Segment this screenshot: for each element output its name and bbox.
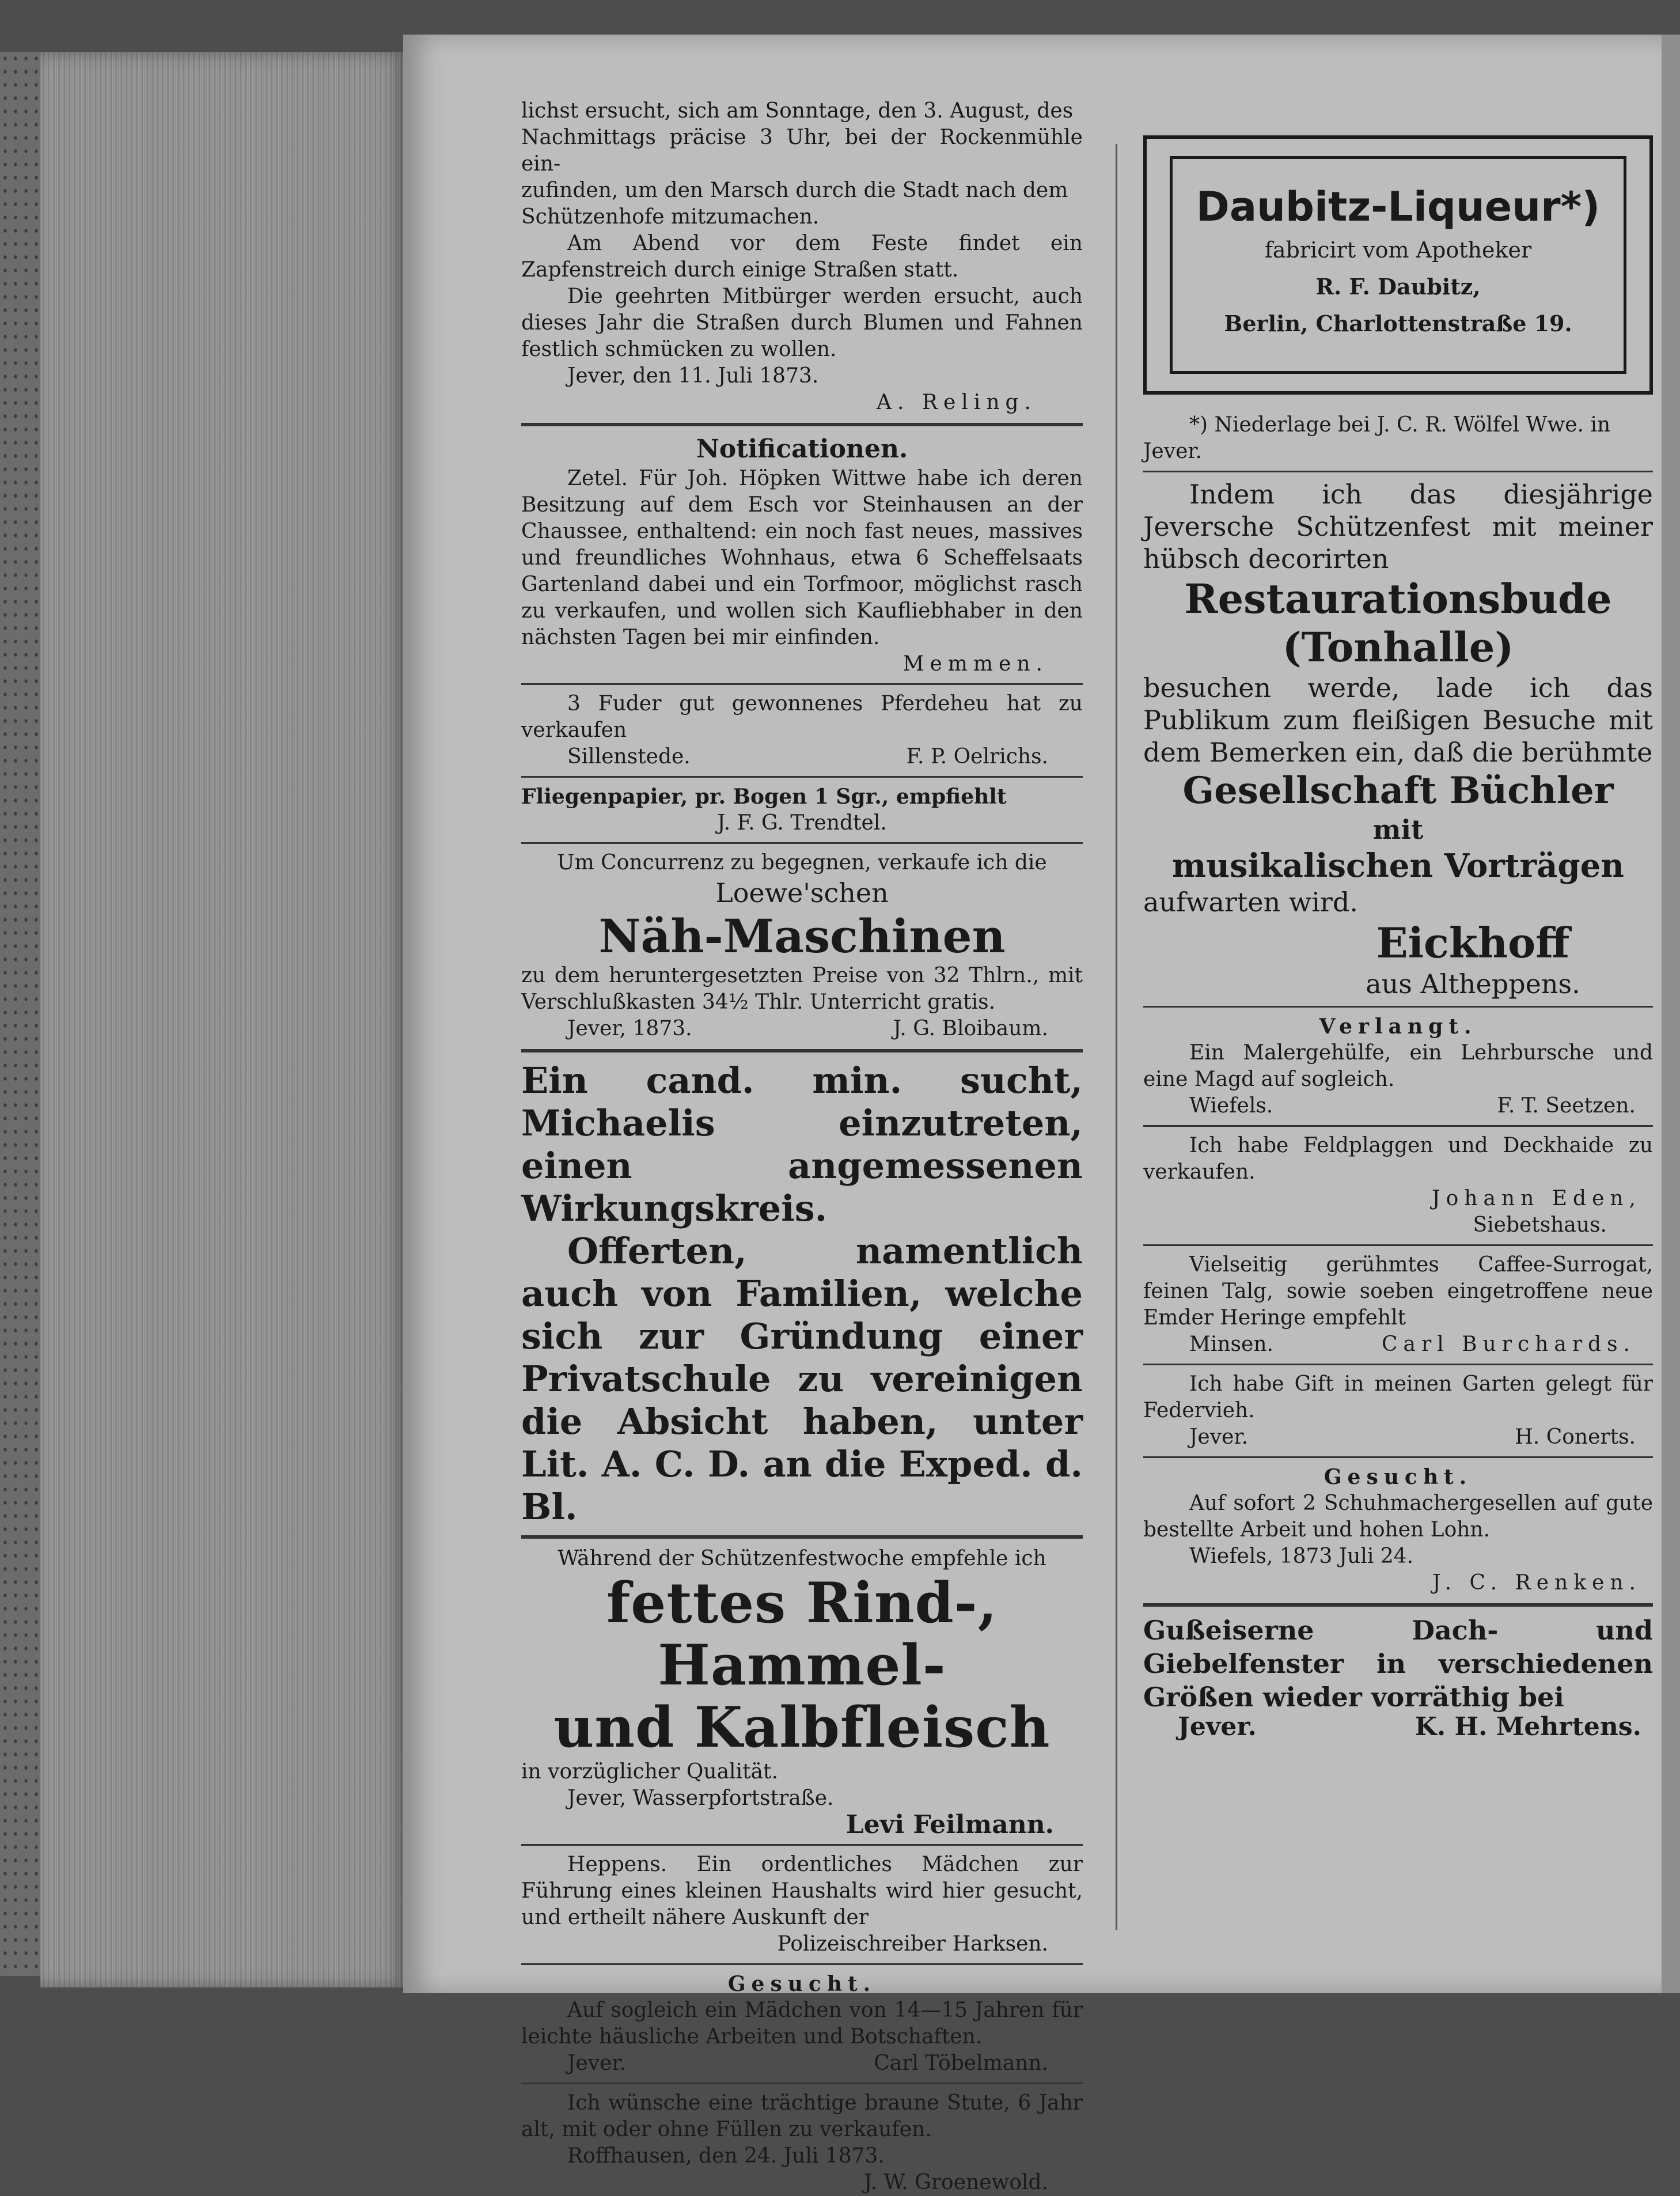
- citizens-text: Die geehrten Mitbürger werden ersucht, auch dieses Jahr die Straßen durch Blumen und Fahnen festlich schmücken zu wollen.: [521, 285, 1083, 361]
- fliegenpapier-text: Fliegenpapier, pr. Bogen 1 Sgr., empfiehlt: [521, 785, 1007, 809]
- offers-text: Offerten, namentlich auch von Familien, welche sich zur Gründung einer Privatschule zu vereinigen die Absicht haben, unter Lit. A. C. D. an die Exped. d. Bl.: [521, 1230, 1083, 1528]
- mare-signer: J. W. Groenewold.: [863, 2171, 1048, 2194]
- liqueur-footnote-1: *) Niederlage bei J. C. R. Wölfel Wwe. in: [1189, 413, 1611, 437]
- wanted-text: Auf sogleich ein Mädchen von 14—15 Jahren für leichte häusliche Arbeiten und Botschaften.: [521, 1998, 1083, 2049]
- divider: [1143, 1364, 1653, 1365]
- notice-date: Jever, den 11. Juli 1873.: [567, 364, 819, 388]
- fliegenpapier-signer: J. F. G. Trendtel.: [717, 811, 887, 835]
- requested-text: Ein Malergehülfe, ein Lehrbursche und eine Magd auf sogleich.: [1143, 1041, 1653, 1091]
- requested-signer: F. T. Seetzen.: [1497, 1094, 1636, 1118]
- divider: [521, 1963, 1083, 1965]
- liqueur-maker-label: fabricirt vom Apotheker: [1264, 237, 1532, 263]
- meat-heading-1: fettes Rind-, Hammel-: [606, 1570, 998, 1698]
- divider: [1143, 1125, 1653, 1127]
- sewing-machines-footer: [521, 1016, 1083, 1042]
- zetel-text: Zetel. Für Joh. Höpken Wittwe habe ich deren Besitzung auf dem Esch vor Steinhausen an der Chaussee, enthaltend: ein noch fast neues, massives und freundliches Wohnhaus, etwa 6 Scheffelsaats Gartenland dabei und ein Torfmoor, möglichst rasch zu verkaufen, und wollen sich Kaufliebhaber in den nächsten Tagen bei mir einfinden.: [521, 467, 1083, 649]
- buechler-heading: Gesellschaft Büchler: [1182, 769, 1614, 812]
- castiron-signer: K. H. Mehrtens.: [1414, 1712, 1641, 1741]
- attend-text: aufwarten wird.: [1143, 887, 1358, 918]
- loewe-label: Loewe'schen: [715, 877, 889, 908]
- wanted-signer: Carl Töbelmann.: [874, 2051, 1048, 2075]
- restaurant-invite: besuchen werde, lade ich das Publikum zum fleißigen Besuche mit dem Bemerken ein, daß die berühmte: [1143, 672, 1653, 768]
- right-column: [1143, 135, 1653, 1740]
- column-divider: [1116, 144, 1117, 1930]
- shoemaker-date: Wiefels, 1873 Juli 24.: [1189, 1544, 1414, 1568]
- sewing-machines-date: Jever, 1873.: [567, 1017, 692, 1040]
- wanted-heading: Gesucht.: [727, 1972, 877, 1996]
- divider: [521, 776, 1083, 778]
- castiron-place: Jever.: [1178, 1712, 1257, 1741]
- fuder-signer: F. P. Oelrichs.: [906, 745, 1048, 768]
- divider: [521, 842, 1083, 844]
- castiron-text: Gußeiserne Dach- und Giebelfenster in verschiedenen Größen wieder vorräthig bei: [1143, 1615, 1653, 1713]
- concurrence-text: Um Concurrenz zu begegnen, verkaufe ich die: [557, 851, 1047, 874]
- heath-signer: Johann Eden,: [1432, 1187, 1641, 1210]
- divider: [521, 1535, 1083, 1539]
- coffee-text: Vielseitig gerühmtes Caffee-Surrogat, feinen Talg, sowie soeben eingetroffene neue Emder Heringe empfehlt: [1143, 1253, 1653, 1330]
- fuder-place: Sillenstede.: [567, 745, 691, 768]
- book-page-edges: [40, 52, 409, 1987]
- divider: [521, 1049, 1083, 1052]
- poison-footer: [1143, 1424, 1653, 1451]
- candidate-text: Ein cand. min. sucht, Michaelis einzutreten, einen angemessenen Wirkungskreis.: [521, 1059, 1083, 1229]
- eickhoff-signer: Eickhoff: [1376, 918, 1570, 967]
- divider: [521, 683, 1083, 685]
- tonhalle-heading: (Tonhalle): [1282, 623, 1514, 671]
- heath-place: Siebetshaus.: [1473, 1213, 1607, 1237]
- divider: [521, 2083, 1083, 2084]
- divider: [1143, 471, 1653, 472]
- meat-heading-2: und Kalbfleisch: [553, 1695, 1051, 1760]
- castiron-footer: [1143, 1714, 1653, 1740]
- poison-place: Jever.: [1189, 1425, 1249, 1449]
- divider: [1143, 1244, 1653, 1246]
- divider: [1143, 1456, 1653, 1458]
- divider: [521, 1844, 1083, 1846]
- shoemaker-text: Auf sofort 2 Schuhmachergesellen auf gute bestellte Arbeit und hohen Lohn.: [1143, 1491, 1653, 1542]
- liqueur-address: Berlin, Charlottenstraße 19.: [1224, 311, 1572, 336]
- wanted-heading-right: Gesucht.: [1323, 1465, 1473, 1489]
- festival-notice: [521, 98, 1083, 416]
- wanted-footer: [521, 2050, 1083, 2077]
- notifications-heading: Notificationen.: [696, 434, 908, 464]
- sewing-machines-heading: Näh-Maschinen: [598, 909, 1006, 963]
- liqueur-ad-inner: [1170, 156, 1626, 374]
- musical-heading: musikalischen Vorträgen: [1172, 847, 1624, 885]
- mare-date: Roffhausen, den 24. Juli 1873.: [567, 2144, 885, 2168]
- notice-signer: A. Reling.: [877, 391, 1037, 414]
- restaurant-intro: Indem ich das diesjährige Jeversche Schützenfest mit meiner hübsch decorirten: [1143, 479, 1653, 574]
- liqueur-title: Daubitz-Liqueur*): [1196, 183, 1601, 230]
- liqueur-maker-name: R. F. Daubitz,: [1315, 274, 1481, 300]
- intro-line: Nachmittags präcise 3 Uhr, bei der Rockenmühle ein-: [521, 126, 1083, 176]
- altheppens-label: aus Altheppens.: [1366, 968, 1580, 999]
- liqueur-ad: [1143, 135, 1653, 395]
- fuder-text: 3 Fuder gut gewonnenes Pferdeheu hat zu verkaufen: [521, 692, 1083, 742]
- liqueur-footnote-2: Jever.: [1143, 440, 1203, 463]
- next-page-edge: [1662, 35, 1680, 1993]
- fuder-footer: [521, 744, 1083, 770]
- heppens-signer: Polizeischreiber Harksen.: [777, 1932, 1048, 1956]
- requested-place: Wiefels.: [1189, 1094, 1273, 1118]
- requested-heading: Verlangt.: [1319, 1014, 1477, 1039]
- coffee-footer: [1143, 1331, 1653, 1358]
- sewing-machines-text: zu dem heruntergesetzten Preise von 32 Thlrn., mit Verschlußkasten 34½ Thlr. Unterricht gratis.: [521, 964, 1083, 1014]
- left-column: [521, 98, 1083, 2196]
- divider: [521, 423, 1083, 426]
- mare-text: Ich wünsche eine trächtige braune Stute, 6 Jahr alt, mit oder ohne Füllen zu verkaufen.: [521, 2091, 1083, 2141]
- intro-line: Schützenhofe mitzumachen.: [521, 205, 820, 229]
- sewing-machines-signer: J. G. Bloibaum.: [893, 1017, 1048, 1040]
- intro-line: zufinden, um den Marsch durch die Stadt nach dem: [521, 179, 1068, 202]
- heppens-text: Heppens. Ein ordentliches Mädchen zur Führung eines kleinen Haushalts wird hier gesucht, und ertheilt nähere Auskunft der: [521, 1853, 1083, 1929]
- quality-text: in vorzüglicher Qualität.: [521, 1760, 778, 1784]
- divider: [1143, 1603, 1653, 1607]
- quality-signer: Levi Feilmann.: [845, 1810, 1054, 1839]
- divider: [1143, 1006, 1653, 1008]
- coffee-signer: Carl Burchards.: [1381, 1332, 1636, 1356]
- zetel-signer: Memmen.: [902, 652, 1048, 676]
- restaurant-heading: Restaurationsbude: [1184, 575, 1612, 623]
- quality-place: Jever, Wasserpfortstraße.: [567, 1786, 834, 1810]
- heath-text: Ich habe Feldplaggen und Deckhaide zu verkaufen.: [1143, 1134, 1653, 1184]
- wanted-place: Jever.: [567, 2051, 627, 2075]
- poison-text: Ich habe Gift in meinen Garten gelegt für Federvieh.: [1143, 1372, 1653, 1422]
- with-label: mit: [1372, 814, 1424, 845]
- shoemaker-signer: J. C. Renken.: [1432, 1571, 1641, 1595]
- evening-text: Am Abend vor dem Feste findet ein Zapfenstreich durch einige Straßen statt.: [521, 232, 1083, 282]
- intro-line: lichst ersucht, sich am Sonntage, den 3. August, des: [521, 99, 1074, 123]
- book-cover: [0, 52, 46, 1976]
- requested-footer: [1143, 1093, 1653, 1119]
- coffee-place: Minsen.: [1189, 1332, 1273, 1356]
- festival-week-text: Während der Schützenfestwoche empfehle ich: [558, 1547, 1046, 1570]
- poison-signer: H. Conerts.: [1515, 1425, 1636, 1449]
